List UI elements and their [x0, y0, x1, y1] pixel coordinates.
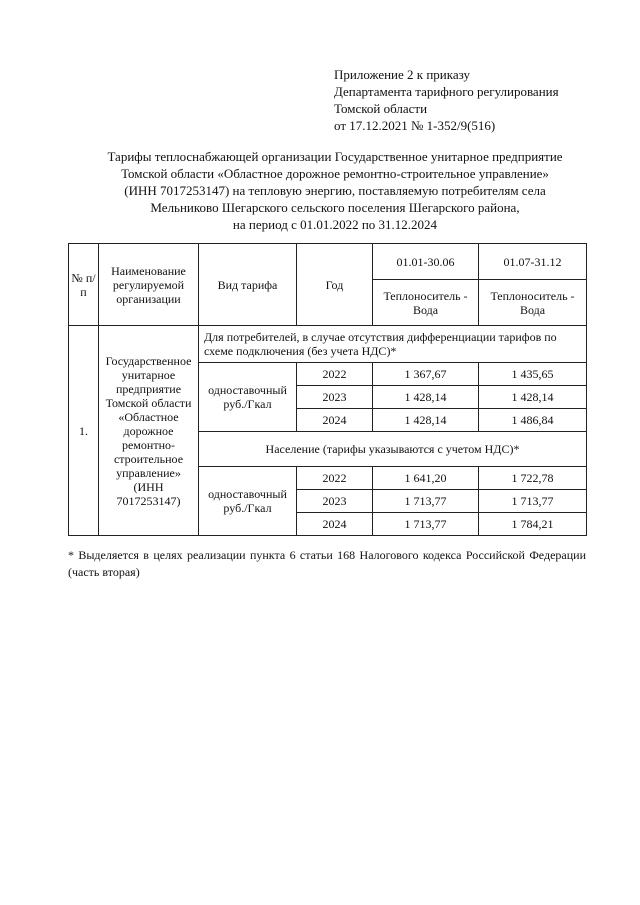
header-period-2: 01.07-31.12 — [479, 244, 587, 280]
year-cell: 2022 — [297, 467, 373, 490]
footnote: * Выделяется в целях реализации пункта 6 статьи 168 Налогового кодекса Российской Федерации (часть вторая) — [68, 548, 586, 579]
title-line: на период с 01.01.2022 по 31.12.2024 — [232, 217, 438, 232]
header-year: Год — [297, 244, 373, 326]
value-cell: 1 722,78 — [479, 467, 587, 490]
year-cell: 2024 — [297, 513, 373, 536]
header-carrier-2: Теплоноситель - Вода — [479, 280, 587, 326]
value-cell: 1 428,14 — [479, 386, 587, 409]
title-line: (ИНН 7017253147) на тепловую энергию, поставляемую потребителям села — [124, 183, 546, 198]
year-cell: 2022 — [297, 363, 373, 386]
header-num: № п/п — [69, 244, 99, 326]
title-line: Томской области «Областное дорожное ремонтно-строительное управление» — [121, 166, 549, 181]
value-cell: 1 784,21 — [479, 513, 587, 536]
value-cell: 1 428,14 — [373, 386, 479, 409]
year-cell: 2023 — [297, 386, 373, 409]
title-line: Тарифы теплоснабжающей организации Государственное унитарное предприятие — [107, 149, 563, 164]
header-carrier-1: Теплоноситель - Вода — [373, 280, 479, 326]
tariff-type-cell: одноставочный руб./Гкал — [199, 467, 297, 536]
segment-label: Население (тарифы указываются с учетом НДС)* — [199, 432, 587, 467]
header-tariff-type: Вид тарифа — [199, 244, 297, 326]
row-number: 1. — [69, 326, 99, 536]
annex-line: Приложение 2 к приказу — [334, 67, 471, 82]
header-org: Наименование регулируемой организации — [99, 244, 199, 326]
value-cell: 1 713,77 — [373, 490, 479, 513]
value-cell: 1 641,20 — [373, 467, 479, 490]
header-period-1: 01.01-30.06 — [373, 244, 479, 280]
tariff-table — [68, 243, 587, 536]
annex-block — [334, 66, 624, 134]
value-cell: 1 713,77 — [373, 513, 479, 536]
annex-order-date: от 17.12.2021 № 1-352/9(516) — [334, 118, 496, 133]
year-cell: 2024 — [297, 409, 373, 432]
segment-label: Для потребителей, в случае отсутствия дифференциации тарифов по схеме подключения (без учета НДС)* — [199, 326, 587, 363]
organization-name: Государственное унитарное предприятие Томской области «Областное дорожное ремонтно-строительное управление» (ИНН 7017253147) — [99, 326, 199, 536]
tariff-type-cell: одноставочный руб./Гкал — [199, 363, 297, 432]
document-title — [60, 148, 610, 233]
value-cell: 1 486,84 — [479, 409, 587, 432]
annex-line: Томской области — [334, 101, 428, 116]
annex-line: Департамента тарифного регулирования — [334, 84, 559, 99]
value-cell: 1 435,65 — [479, 363, 587, 386]
value-cell: 1 713,77 — [479, 490, 587, 513]
year-cell: 2023 — [297, 490, 373, 513]
value-cell: 1 428,14 — [373, 409, 479, 432]
value-cell: 1 367,67 — [373, 363, 479, 386]
title-line: Мельниково Шегарского сельского поселения Шегарского района, — [150, 200, 520, 215]
